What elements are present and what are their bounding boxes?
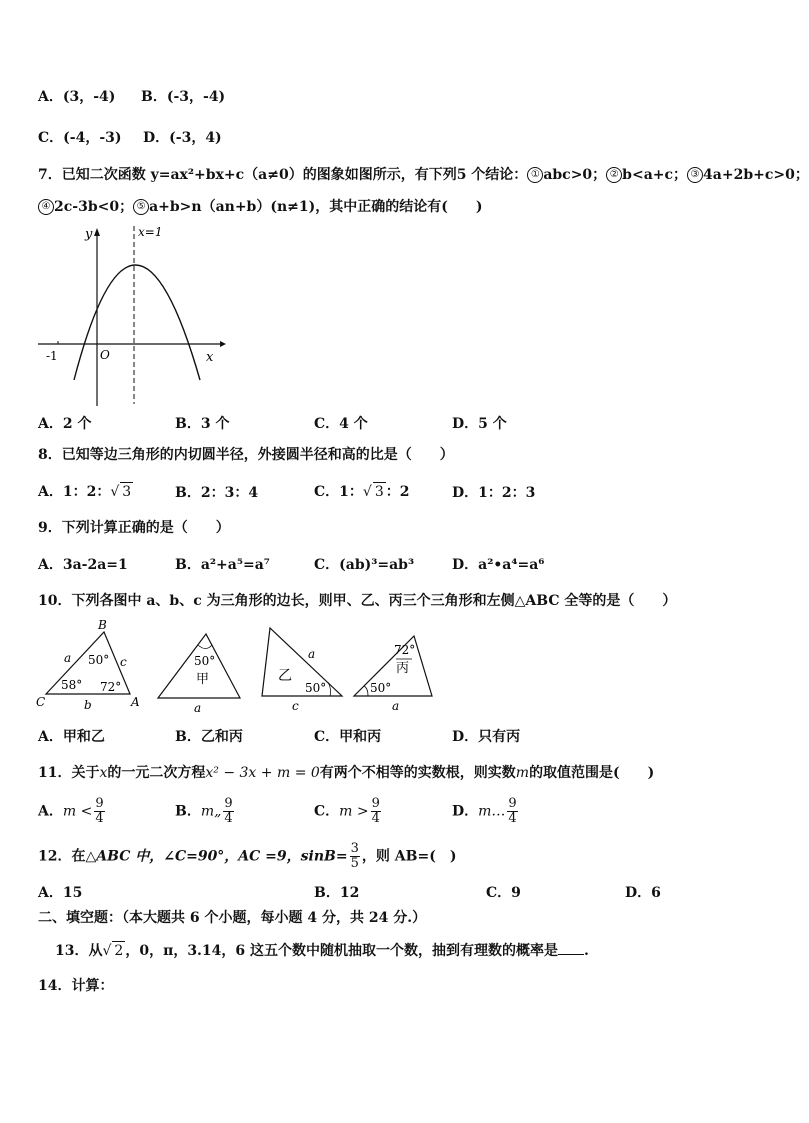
vertex-a-label: A [131, 695, 140, 709]
q10-stem: 10．下列各图中 a、b、c 为三角形的边长，则甲、乙、丙三个三角形和左侧△ABC 全等的是（ ） [38, 593, 677, 609]
q10-option-c: C．甲和丙 [314, 729, 382, 745]
q7-conclusion-3: 4a+2b+c>0； [703, 167, 809, 183]
angle-c-label: 58° [61, 678, 83, 692]
q11-option-a-num: 9 [95, 796, 104, 811]
q11-option-c-fraction [371, 797, 381, 826]
q12-fraction-num: 3 [350, 841, 359, 856]
q11-option-a-prefix: A． [38, 803, 63, 820]
q11-stem-part4: 的取值范围是( ) [529, 765, 655, 781]
q13-prefix: 13．从 [55, 943, 103, 959]
q11-option-c-den: 4 [371, 811, 380, 826]
q11-option-a-relation: m < [62, 803, 93, 820]
q8-option-c: C．1：√ 3 ：2 [314, 484, 410, 500]
minus-one-label: -1 [46, 349, 58, 363]
yi-side-a-label: a [308, 647, 316, 661]
q13-answer-blank[interactable] [558, 942, 584, 955]
q13-end: . [584, 943, 589, 959]
q9-option-c: C．(ab)³=ab³ [314, 557, 415, 573]
q7-mark-4: ④ [38, 199, 54, 215]
q7-option-c: C．4 个 [314, 416, 368, 432]
q7-stem-line1 [38, 166, 809, 184]
x-axis-arrow-icon [220, 341, 226, 347]
y-axis-arrow-icon [94, 228, 100, 236]
q9-stem: 9．下列计算正确的是（ ） [38, 520, 230, 536]
q11-option-b-den: 4 [224, 811, 233, 826]
q6-option-b: B．(-3，-4) [141, 89, 226, 105]
q12-fraction [350, 842, 360, 871]
q13-radicand: 2 [114, 943, 124, 959]
q13-text: ，0，π，3.14，6 这五个数中随机抽取一个数，抽到有理数的概率是 [125, 943, 559, 959]
angle-a-label: 72° [100, 680, 122, 694]
q11-option-b-num: 9 [224, 796, 233, 811]
section-2-title: 二、填空题：（本大题共 6 个小题，每小题 4 分，共 24 分.） [38, 910, 427, 926]
q9-option-d: D．a²•a⁴=a⁶ [452, 557, 545, 573]
q11-option-d-fraction [507, 797, 517, 826]
q8-option-c-radicand: 3 [374, 484, 384, 500]
q6-option-c: C．(-4，-3) [38, 130, 122, 146]
q11-equation: x² − 3x + m = 0 [205, 765, 320, 781]
q11-option-b-relation: m„ [200, 803, 222, 820]
jia-angle-label: 50° [194, 654, 216, 668]
q11-option-b [175, 797, 236, 826]
q12-fraction-den: 5 [350, 856, 359, 871]
q11-option-a-fraction [94, 797, 104, 826]
y-axis-label: y [85, 227, 93, 242]
symmetry-axis-label: x=1 [138, 225, 163, 239]
q7-mark-5: ⑤ [133, 199, 149, 215]
q7-option-d: D．5 个 [452, 416, 507, 432]
bing-angle-top-label: 72° [394, 643, 416, 657]
q14-stem: 14．计算： [38, 978, 114, 994]
q7-conclusion-1: abc>0； [543, 167, 607, 183]
q12-option-d: D．6 [625, 885, 661, 901]
q12-option-c: C．9 [486, 885, 521, 901]
bing-angle-arc [364, 686, 368, 696]
q7-mark-1: ① [527, 167, 543, 183]
x-axis-label: x [206, 350, 214, 365]
q12-stem-part1: 12．在 [38, 848, 86, 865]
q12-stem-part3: ，则 AB=( ) [361, 848, 457, 865]
q8-option-a: A．1：2：√ 3 [38, 484, 132, 500]
q7-mark-3: ③ [687, 167, 703, 183]
q11-option-a-den: 4 [95, 811, 104, 826]
q10-triangle-abc [34, 614, 146, 714]
q11-var-x: x [99, 765, 108, 781]
q6-option-a: A．(3，-4) [38, 89, 116, 105]
q11-stem-part3: 有两个不相等的实数根，则实数 [319, 765, 516, 781]
bing-angle-left-label: 50° [370, 681, 392, 695]
q11-stem [38, 764, 654, 782]
q7-conclusion-5: a+b>n（an+b）(n≠1)，其中正确的结论有( ) [149, 199, 483, 215]
side-a-label: a [64, 651, 72, 665]
q11-option-d-den: 4 [508, 811, 517, 826]
q12-option-a: A．15 [38, 885, 83, 901]
q7-option-a: A．2 个 [38, 416, 92, 432]
q11-option-c [314, 797, 383, 826]
q10-triangle-jia [154, 628, 246, 714]
q8-option-a-radicand: 3 [122, 484, 132, 500]
q10-option-b: B．乙和丙 [175, 729, 243, 745]
q11-option-d-num: 9 [508, 796, 517, 811]
q12-option-b: B．12 [314, 885, 360, 901]
vertex-c-label: C [36, 695, 46, 709]
q8-option-b: B．2：3：4 [175, 485, 259, 501]
q11-option-d-relation: m… [478, 803, 506, 820]
q11-option-a [38, 797, 107, 826]
q11-option-b-fraction [223, 797, 233, 826]
q11-stem-part1: 11．关于 [38, 765, 100, 781]
parabola-curve [74, 265, 200, 380]
q13-stem: 13．从√ 2 ，0，π，3.14，6 这五个数中随机抽取一个数，抽到有理数的概率是 . [55, 943, 589, 959]
jia-angle-arc [198, 645, 212, 649]
q7-stem: 7．已知二次函数 y=ax²+bx+c（a≠0）的图象如图所示，有下列5 个结论： [38, 167, 528, 183]
q8-option-d: D．1：2：3 [452, 485, 536, 501]
q11-option-d-prefix: D． [452, 803, 479, 820]
q6-option-d: D．(-3，4) [143, 130, 222, 146]
q10-triangle-yi [256, 624, 348, 714]
q12-stem-part2: △ABC 中，∠C=90°，AC =9，sinB= [85, 848, 348, 865]
q7-parabola-graph [30, 220, 230, 410]
q11-option-d [452, 797, 520, 826]
q10-triangle-bing [350, 630, 442, 714]
bing-side-label: a [392, 699, 400, 713]
yi-side-c-label: c [292, 699, 299, 713]
q8-option-c-text: C．1： [314, 484, 363, 500]
jia-side-label: a [194, 701, 202, 715]
jia-name-label: 甲 [196, 672, 210, 687]
angle-b-label: 50° [88, 653, 110, 667]
q7-conclusion-2: b<a+c； [622, 167, 688, 183]
q11-option-c-relation: m > [339, 803, 369, 820]
q8-stem: 8．已知等边三角形的内切圆半径，外接圆半径和高的比是（ ） [38, 447, 454, 463]
origin-label: O [100, 348, 110, 362]
yi-name-label: 乙 [278, 668, 292, 684]
q8-option-c-tail: ：2 [385, 484, 410, 500]
q11-option-c-prefix: C． [314, 803, 340, 820]
vertex-b-label: B [98, 618, 107, 632]
q11-option-c-num: 9 [371, 796, 380, 811]
q11-var-m: m [515, 765, 530, 781]
q9-option-a: A．3a-2a=1 [38, 557, 128, 573]
q7-option-b: B．3 个 [175, 416, 230, 432]
q10-option-d: D．只有丙 [452, 729, 521, 745]
q10-option-a: A．甲和乙 [38, 729, 105, 745]
q11-stem-part2: 的一元二次方程 [107, 765, 206, 781]
q9-option-b: B．a²+a⁵=a⁷ [175, 557, 270, 573]
q11-option-b-prefix: B． [175, 803, 201, 820]
q7-stem-line2 [38, 198, 483, 216]
side-c-label: c [120, 655, 127, 669]
yi-angle-label: 50° [305, 681, 327, 695]
side-b-label: b [84, 698, 92, 712]
bing-name-label: 丙 [396, 661, 410, 676]
q7-conclusion-4: 2c-3b<0； [54, 199, 134, 215]
q8-option-a-text: A．1：2： [38, 484, 111, 500]
q7-mark-2: ② [606, 167, 622, 183]
q12-stem [38, 842, 456, 871]
